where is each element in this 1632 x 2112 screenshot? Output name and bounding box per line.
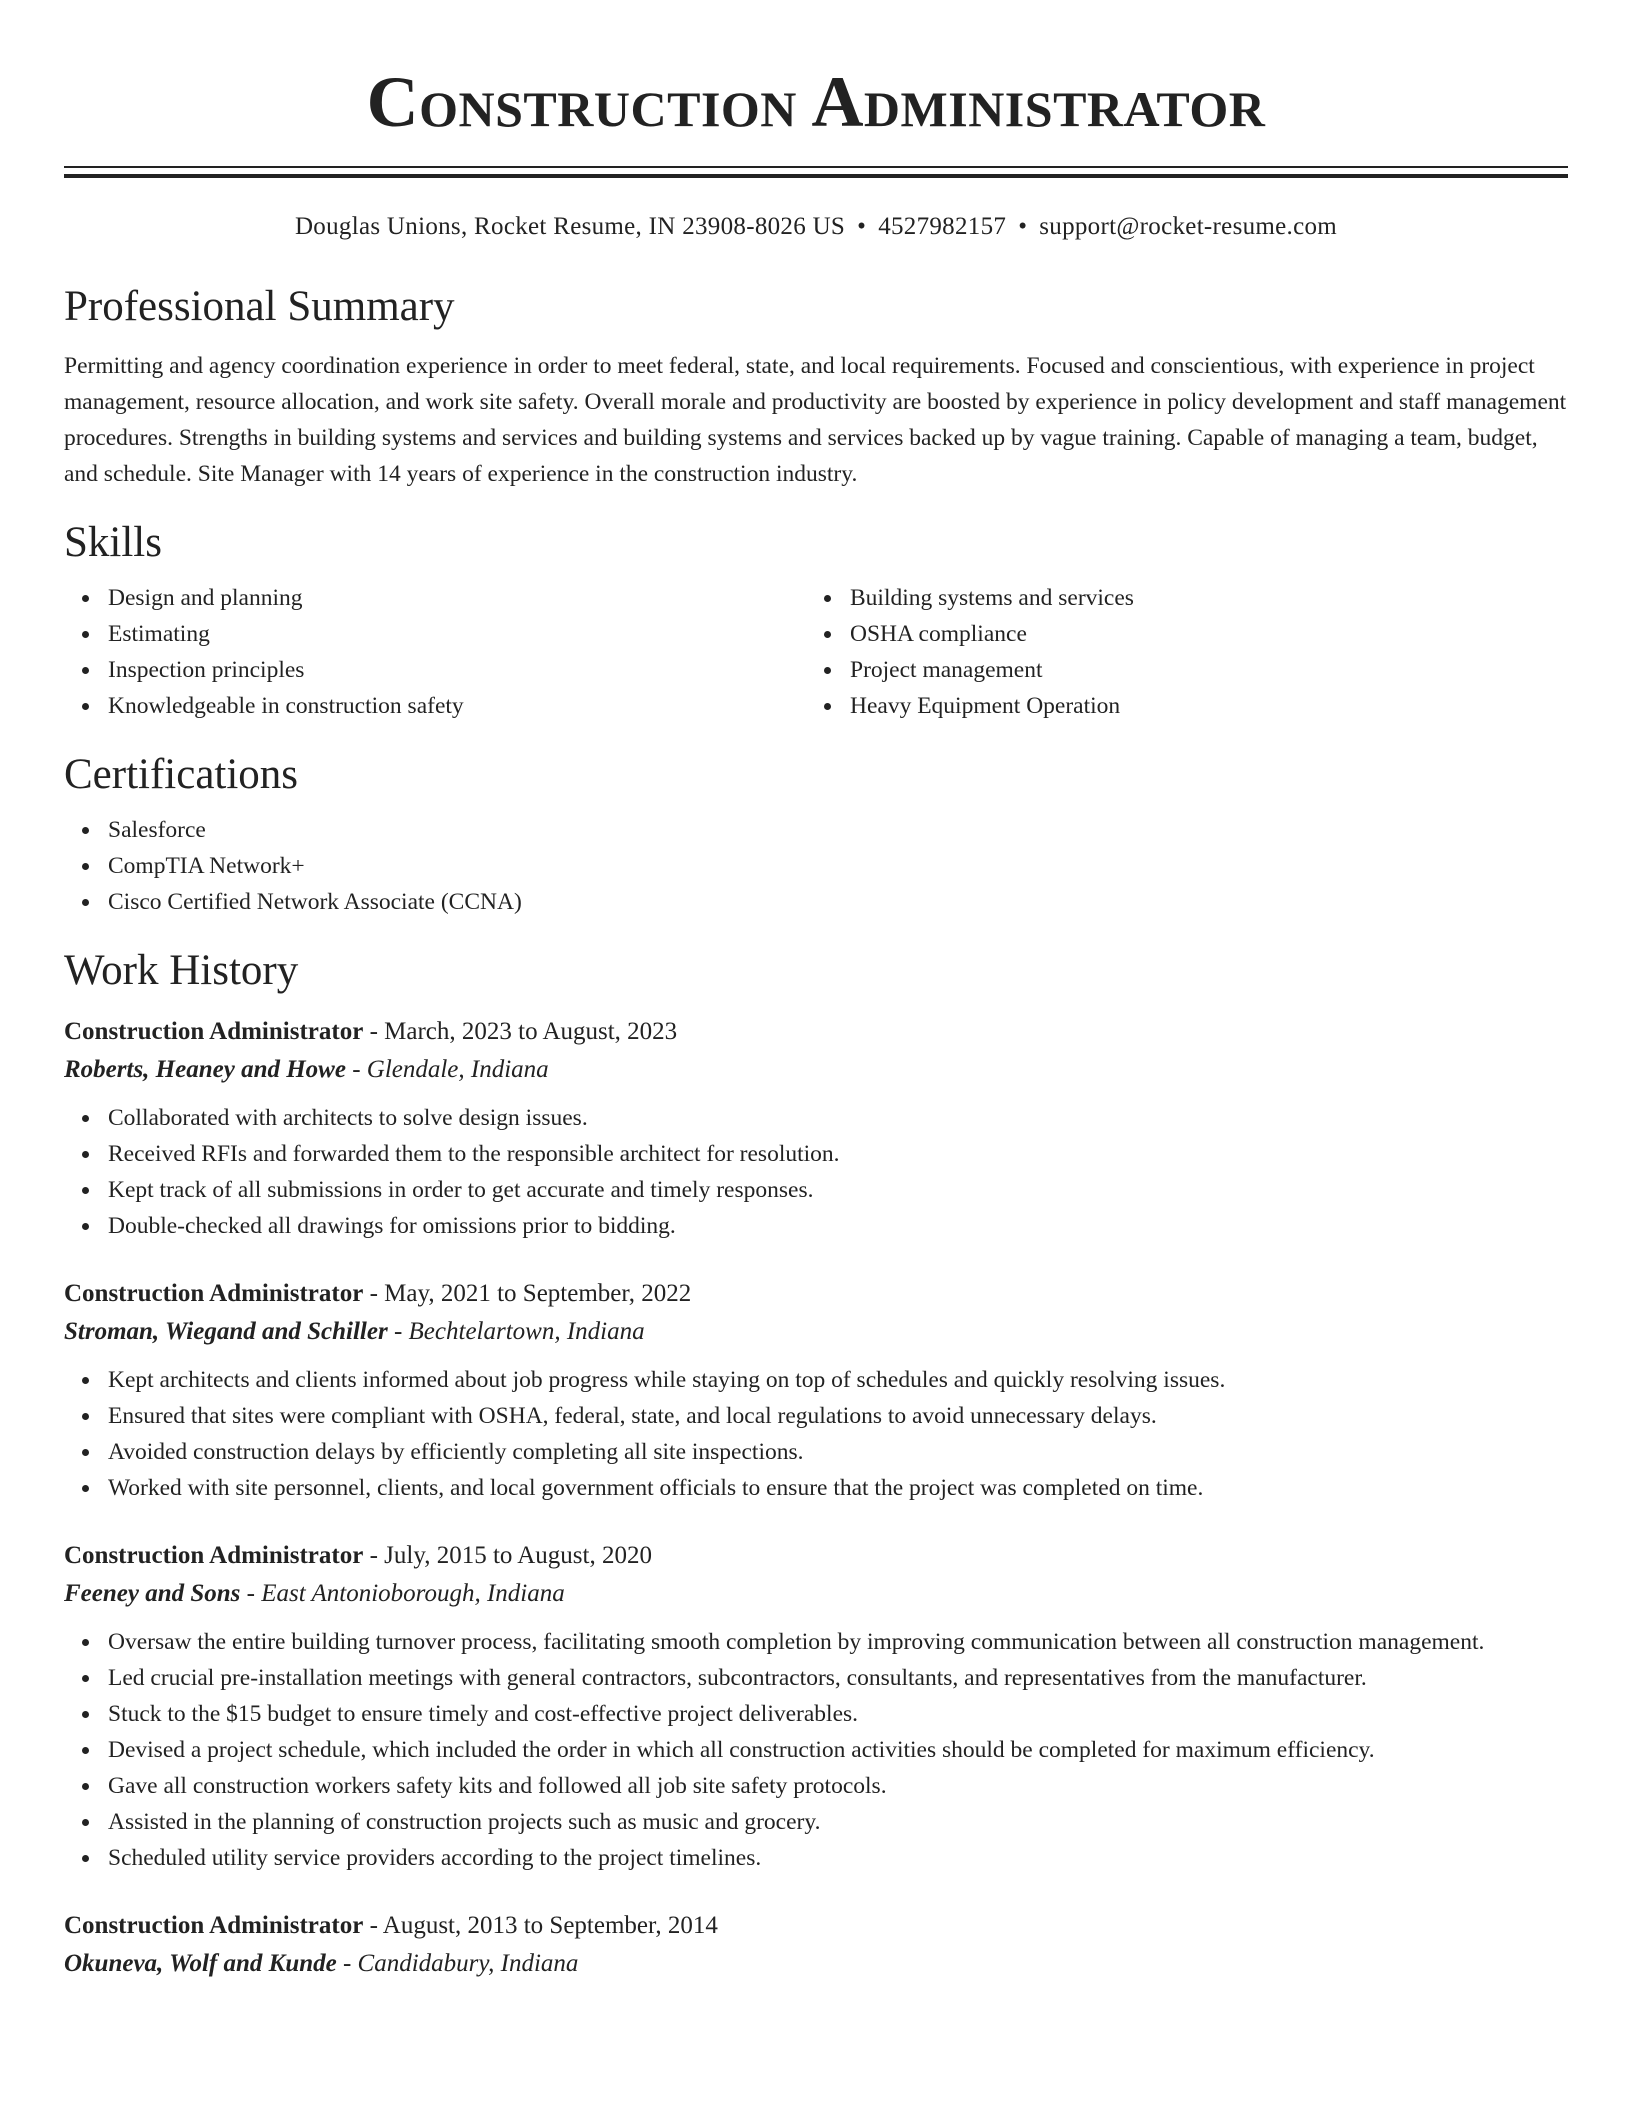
certifications-heading: Certifications: [64, 751, 299, 798]
certifications-list: [64, 812, 1568, 920]
job-employer: [64, 1948, 1568, 1980]
job-duty: Kept architects and clients informed about job progress while staying on top of schedules and quickly resolving issues.: [108, 1362, 1568, 1398]
job-location: - East Antonioborough, Indiana: [240, 1580, 565, 1607]
job-duty: Ensured that sites were compliant with OSHA, federal, state, and local regulations to avoid unnecessary delays.: [108, 1398, 1568, 1434]
contact-phone: 4527982157: [878, 213, 1007, 240]
job-duty: Led crucial pre-installation meetings with general contractors, subcontractors, consultants, and representatives from the manufacturer.: [108, 1660, 1568, 1696]
job-header: [64, 1910, 1568, 1942]
header-divider: [64, 166, 1568, 178]
job-duties: [64, 1100, 1568, 1244]
contact-separator: •: [857, 213, 867, 240]
job-entry: [64, 1016, 1568, 1244]
skill-item: OSHA compliance: [850, 616, 1568, 652]
skills-heading: Skills: [64, 519, 162, 566]
contact-email: support@rocket-resume.com: [1039, 213, 1338, 240]
skill-item: Project management: [850, 652, 1568, 688]
job-duty: Devised a project schedule, which included the order in which all construction activities should be completed for maximum efficiency.: [108, 1732, 1568, 1768]
job-duty: Oversaw the entire building turnover process, facilitating smooth completion by improving communication between all construction management.: [108, 1624, 1568, 1660]
job-employer: [64, 1578, 1568, 1610]
skill-item: Design and planning: [108, 580, 806, 616]
skills-list-right: [806, 580, 1568, 724]
work-history-heading: Work History: [64, 947, 299, 994]
job-dates: - July, 2015 to August, 2020: [363, 1542, 652, 1569]
skills-list-left: [64, 580, 806, 724]
job-entry: [64, 1540, 1568, 1876]
job-employer: [64, 1054, 1568, 1086]
certification-item: Cisco Certified Network Associate (CCNA): [108, 884, 1568, 920]
resume-content: [64, 0, 1568, 1980]
job-title: Construction Administrator: [64, 1018, 364, 1045]
summary-text: Permitting and agency coordination experience in order to meet federal, state, and local requirements. Focused and conscientious, with experience in project management, resource allocation, and work site safety. Overall morale and productivity are boosted by experience in policy development and staff management procedures. Strengths in building systems and services and building systems and services backed up by vague training. Capable of managing a team, budget, and schedule. Site Manager with 14 years of experience in the construction industry.: [64, 353, 1567, 487]
job-location: - Bechtelartown, Indiana: [387, 1318, 645, 1345]
job-entry: [64, 1910, 1568, 1980]
contact-line: [64, 212, 1568, 242]
job-company: Feeney and Sons: [64, 1580, 241, 1607]
job-duty: Kept track of all submissions in order to get accurate and timely responses.: [108, 1172, 1568, 1208]
job-duty: Collaborated with architects to solve design issues.: [108, 1100, 1568, 1136]
job-location: - Glendale, Indiana: [345, 1056, 549, 1083]
job-duty: Gave all construction workers safety kits and followed all job site safety protocols.: [108, 1768, 1568, 1804]
job-duties: [64, 1362, 1568, 1506]
job-duty: Scheduled utility service providers according to the project timelines.: [108, 1840, 1568, 1876]
job-duty: Double-checked all drawings for omissions prior to bidding.: [108, 1208, 1568, 1244]
skills-columns: [64, 580, 1568, 724]
resume-name: Construction Administrator: [366, 62, 1266, 142]
job-title: Construction Administrator: [64, 1280, 364, 1307]
skill-item: Inspection principles: [108, 652, 806, 688]
job-duty: Assisted in the planning of construction projects such as music and grocery.: [108, 1804, 1568, 1840]
job-header: [64, 1016, 1568, 1048]
job-duty: Received RFIs and forwarded them to the responsible architect for resolution.: [108, 1136, 1568, 1172]
job-duties: [64, 1624, 1568, 1876]
job-dates: - August, 2013 to September, 2014: [363, 1912, 718, 1939]
job-dates: - May, 2021 to September, 2022: [363, 1280, 692, 1307]
certification-item: CompTIA Network+: [108, 848, 1568, 884]
job-entry: [64, 1278, 1568, 1506]
certification-item: Salesforce: [108, 812, 1568, 848]
skill-item: Estimating: [108, 616, 806, 652]
job-duty: Worked with site personnel, clients, and local government officials to ensure that the project was completed on time.: [108, 1470, 1568, 1506]
contact-separator: •: [1018, 213, 1028, 240]
job-dates: - March, 2023 to August, 2023: [363, 1018, 678, 1045]
job-header: [64, 1278, 1568, 1310]
job-location: - Candidabury, Indiana: [336, 1950, 579, 1977]
skill-item: Building systems and services: [850, 580, 1568, 616]
job-company: Roberts, Heaney and Howe: [64, 1056, 346, 1083]
contact-address: Douglas Unions, Rocket Resume, IN 23908-8026 US: [294, 213, 846, 240]
job-duty: Stuck to the $15 budget to ensure timely and cost-effective project deliverables.: [108, 1696, 1568, 1732]
job-company: Okuneva, Wolf and Kunde: [64, 1950, 337, 1977]
skill-item: Knowledgeable in construction safety: [108, 688, 806, 724]
job-employer: [64, 1316, 1568, 1348]
job-title: Construction Administrator: [64, 1912, 364, 1939]
job-title: Construction Administrator: [64, 1542, 364, 1569]
summary-heading: Professional Summary: [64, 283, 455, 330]
job-company: Stroman, Wiegand and Schiller: [64, 1318, 388, 1345]
skill-item: Heavy Equipment Operation: [850, 688, 1568, 724]
job-header: [64, 1540, 1568, 1572]
job-duty: Avoided construction delays by efficiently completing all site inspections.: [108, 1434, 1568, 1470]
